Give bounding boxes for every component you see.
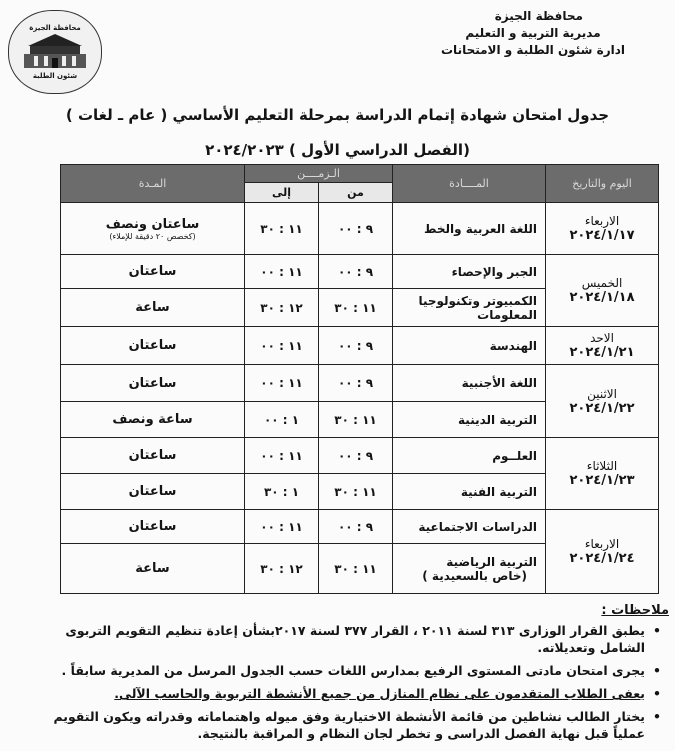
exam-date: ٢٠٢٤/١/٢٢ (569, 400, 635, 416)
time-from-cell: ٩ : ٠٠ (319, 438, 393, 474)
exam-date: ٢٠٢٤/١/٢١ (569, 345, 635, 360)
bullet-icon: • (653, 709, 661, 724)
exam-date: ٢٠٢٤/١/٢٣ (569, 473, 635, 488)
time-from-cell: ١١ : ٣٠ (319, 544, 393, 594)
day-date-cell (546, 438, 659, 510)
time-from-cell: ١١ : ٣٠ (319, 474, 393, 510)
governorate-label: محافظة الجيزة (494, 9, 583, 23)
day-name: الاربعاء (584, 537, 620, 551)
subject-name: التربية الفنية (460, 484, 538, 499)
subject-name: العلــوم (492, 448, 538, 463)
subject-name: التربية الدينية (458, 412, 538, 427)
subject-cell (393, 438, 546, 474)
day-name: الاثنين (587, 386, 617, 401)
logo-top-text: محافظة الجيزة (29, 24, 81, 32)
exam-date: ٢٠٢٤/١/١٨ (569, 290, 635, 305)
table-row (61, 510, 659, 544)
note-item (21, 662, 661, 679)
header-time: الـزمــــن (245, 165, 393, 183)
time-to-cell: ١ : ٣٠ (245, 474, 319, 510)
day-name: الخميس (581, 276, 623, 290)
duration-value: ساعتان (128, 338, 177, 353)
duration-value: ساعتان ونصف (105, 216, 200, 232)
duration-cell (61, 289, 245, 327)
day-date-cell (546, 203, 659, 255)
time-to-cell: ١١ : ٠٠ (245, 438, 319, 474)
duration-value: ساعة (135, 300, 170, 315)
time-from-cell: ٩ : ٠٠ (319, 510, 393, 544)
exam-date: ٢٠٢٤/١/١٧ (569, 228, 635, 243)
subject-name: الجبر والإحصاء (451, 264, 538, 279)
duration-cell (61, 327, 245, 365)
time-from-cell: ٩ : ٠٠ (319, 327, 393, 365)
day-name: الاحد (590, 331, 614, 345)
note-item (21, 622, 661, 656)
bullet-icon: • (653, 686, 661, 701)
exam-date: ٢٠٢٤/١/٢٤ (569, 551, 635, 566)
subject-name: التربية الرياضية (446, 554, 538, 569)
duration-value: ساعة (135, 561, 170, 576)
table-row (61, 438, 659, 474)
header-from: من (319, 183, 393, 203)
duration-cell (61, 255, 245, 289)
time-to-cell: ١١ : ٣٠ (245, 203, 319, 255)
day-name: الاربعاء (584, 214, 620, 228)
bullet-icon: • (653, 623, 661, 638)
time-to-cell: ١٢ : ٣٠ (245, 289, 319, 327)
document-subtitle: (الفصل الدراسي الأول ) ٢٠٢٤/٢٠٢٣ (205, 141, 470, 159)
duration-value: ساعتان (128, 448, 177, 463)
time-to-cell: ١٢ : ٣٠ (245, 544, 319, 594)
subject-qualifier: (خاص بالسعيدية ) (422, 568, 528, 583)
directorate-label: مديرية التربية و التعليم (465, 26, 601, 40)
time-to-cell: ١١ : ٠٠ (245, 365, 319, 402)
duration-value: ساعة ونصف (112, 412, 193, 427)
subject-cell (393, 255, 546, 289)
bullet-icon: • (653, 663, 661, 678)
table-row (61, 203, 659, 255)
header-day-date: اليوم والتاريخ (546, 165, 659, 203)
table-row (61, 255, 659, 289)
duration-cell (61, 544, 245, 594)
duration-note: (كخصص ٢٠ دقيقة للإملاء) (109, 231, 196, 241)
issuer-header (413, 8, 653, 59)
table-row (61, 365, 659, 402)
day-date-cell (546, 365, 659, 438)
subject-name: الهندسة (489, 338, 538, 353)
subject-name: اللغة الأجنبية (461, 376, 538, 390)
day-name: الثلاثاء (586, 459, 618, 473)
day-date-cell (546, 327, 659, 365)
time-from-cell: ٩ : ٠٠ (319, 365, 393, 402)
administration-label: ادارة شئون الطلبة و الامتحانات (441, 43, 625, 57)
time-to-cell: ١ : ٠٠ (245, 402, 319, 438)
subject-cell (393, 402, 546, 438)
note-item (21, 685, 661, 702)
duration-cell (61, 474, 245, 510)
subject-name: اللغة العربية والخط (423, 221, 538, 236)
notes-title: ملاحظات : (601, 603, 669, 618)
header-duration: المـدة (61, 165, 245, 203)
building-icon (20, 32, 90, 72)
duration-cell (61, 438, 245, 474)
duration-value: ساعتان (128, 519, 177, 534)
time-to-cell: ١١ : ٠٠ (245, 327, 319, 365)
time-from-cell: ٩ : ٠٠ (319, 255, 393, 289)
time-to-cell: ١١ : ٠٠ (245, 255, 319, 289)
note-text: يعفى الطلاب المتقدمون على نظام المنازل من جميع الأنشطة التربوية والحاسب الآلى. (114, 686, 645, 701)
header-to: إلى (245, 183, 319, 203)
subject-name: الكمبيوتر وتكنولوجيا المعلومات (418, 293, 538, 322)
subject-cell (393, 365, 546, 402)
day-date-cell (546, 255, 659, 327)
duration-cell (61, 365, 245, 402)
duration-cell (61, 203, 245, 255)
time-to-cell: ١١ : ٠٠ (245, 510, 319, 544)
subject-cell (393, 544, 546, 594)
duration-value: ساعتان (128, 484, 177, 499)
note-text: يطبق القرار الوزارى ٣١٣ لسنة ٢٠١١ ، القرار ٣٧٧ لسنة ٢٠١٧بشأن إعادة تنظيم التقويم التربوى الشامل وتعديلاته. (65, 623, 645, 655)
document-title: جدول امتحان شهادة إتمام الدراسة بمرحلة التعليم الأساسي ( عام ـ لغات ) (65, 106, 610, 124)
time-from-cell: ١١ : ٣٠ (319, 402, 393, 438)
time-from-cell: ٩ : ٠٠ (319, 203, 393, 255)
header-subject: المــــادة (393, 165, 546, 203)
note-text: يجرى امتحان مادتى المستوى الرفيع بمدارس اللغات حسب الجدول المرسل من المديرية سابقاً . (61, 663, 645, 678)
time-from-cell: ١١ : ٣٠ (319, 289, 393, 327)
logo-bottom-text: شئون الطلبة (32, 72, 78, 80)
directorate-logo (8, 10, 102, 94)
subject-cell (393, 203, 546, 255)
subject-cell (393, 327, 546, 365)
subject-cell (393, 474, 546, 510)
note-text: يختار الطالب نشاطين من قائمة الأنشطة الاختيارية وفق ميوله واهتماماته وقدراته ويكون التقويم عملياً قبل نهاية الفصل الدراسى و تخطر لجان النظام و المراقبة بالنتيجة. (53, 709, 645, 741)
table-row (61, 327, 659, 365)
exam-schedule-table (60, 164, 659, 594)
subject-name: الدراسات الاجتماعية (418, 519, 538, 534)
duration-value: ساعتان (128, 375, 177, 391)
subject-cell (393, 510, 546, 544)
notes-list (21, 622, 661, 748)
note-item (21, 708, 661, 742)
duration-value: ساعتان (128, 264, 177, 279)
day-date-cell (546, 510, 659, 594)
duration-cell (61, 510, 245, 544)
duration-cell (61, 402, 245, 438)
subject-cell (393, 289, 546, 327)
